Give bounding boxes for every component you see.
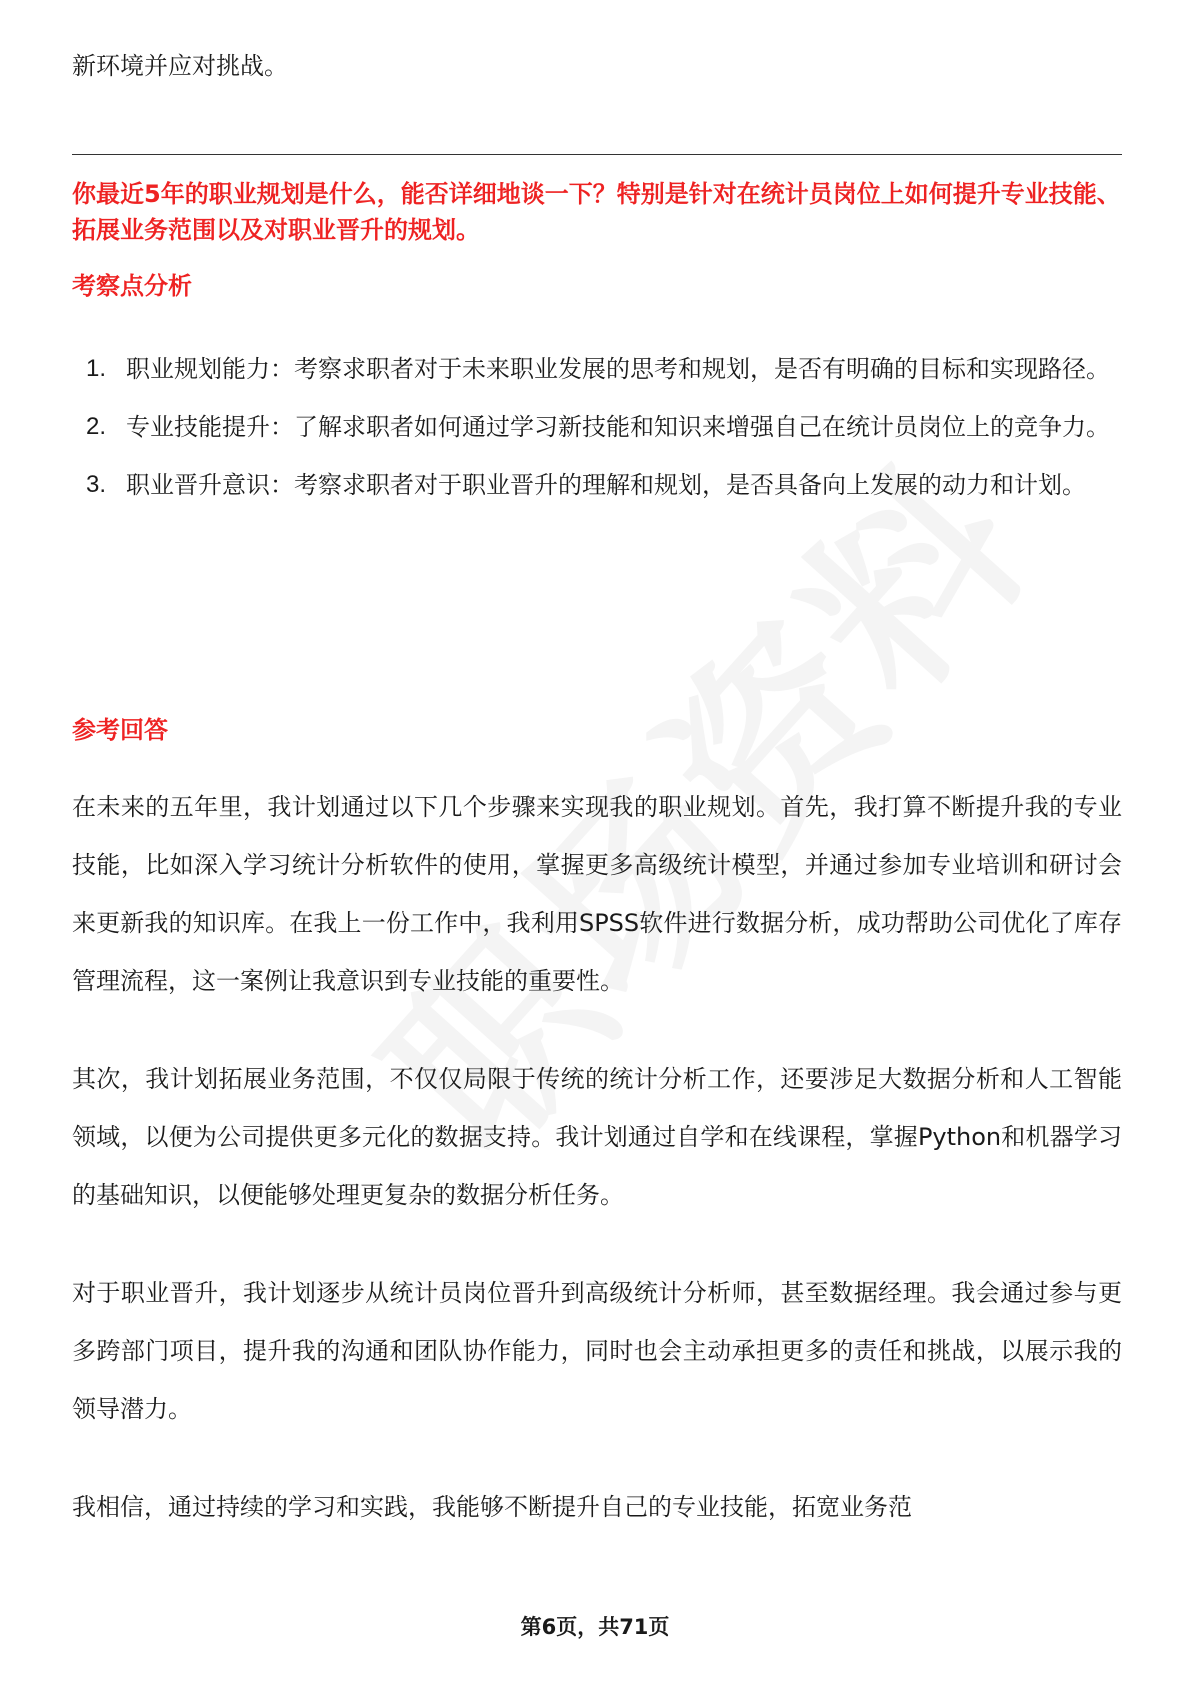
answer-paragraph: 其次，我计划拓展业务范围，不仅仅局限于传统的统计分析工作，还要涉足大数据分析和人工智能领域，以便为公司提供更多元化的数据支持。我计划通过自学和在线课程，掌握Python和机器学习的基础知识，以便能够处理更复杂的数据分析任务。 [72, 1065, 1122, 1209]
section-divider [72, 154, 1122, 155]
point-text: 专业技能提升：了解求职者如何通过学习新技能和知识来增强自己在统计员岗位上的竞争力。 [126, 413, 1110, 441]
answer-heading: 参考回答 [72, 716, 168, 744]
analysis-heading: 考察点分析 [72, 272, 192, 300]
point-number: 3. [86, 471, 107, 498]
continuation-text: 新环境并应对挑战。 [72, 52, 288, 80]
analysis-point [72, 456, 1122, 514]
analysis-point [72, 340, 1122, 398]
analysis-point [72, 398, 1122, 456]
interview-question: 你最近5年的职业规划是什么，能否详细地谈一下？特别是针对在统计员岗位上如何提升专业技能、拓展业务范围以及对职业晋升的规划。 [72, 180, 1121, 244]
answer-paragraph: 在未来的五年里，我计划通过以下几个步骤来实现我的职业规划。首先，我打算不断提升我的专业技能，比如深入学习统计分析软件的使用，掌握更多高级统计模型，并通过参加专业培训和研讨会来更新我的知识库。在我上一份工作中，我利用SPSS软件进行数据分析，成功帮助公司优化了库存管理流程，这一案例让我意识到专业技能的重要性。 [72, 793, 1122, 995]
point-text: 职业晋升意识：考察求职者对于职业晋升的理解和规划，是否具备向上发展的动力和计划。 [126, 471, 1086, 499]
answer-body [72, 778, 1122, 1576]
answer-paragraph: 我相信，通过持续的学习和实践，我能够不断提升自己的专业技能，拓宽业务范 [72, 1493, 912, 1521]
analysis-points [72, 340, 1122, 514]
point-number: 2. [86, 413, 107, 440]
answer-paragraph: 对于职业晋升，我计划逐步从统计员岗位晋升到高级统计分析师，甚至数据经理。我会通过参与更多跨部门项目，提升我的沟通和团队协作能力，同时也会主动承担更多的责任和挑战，以展示我的领导潜力。 [72, 1279, 1122, 1423]
point-number: 1. [86, 355, 107, 382]
point-text: 职业规划能力：考察求职者对于未来职业发展的思考和规划，是否有明确的目标和实现路径。 [126, 355, 1110, 383]
page-footer: 第6页，共71页 [520, 1615, 670, 1639]
